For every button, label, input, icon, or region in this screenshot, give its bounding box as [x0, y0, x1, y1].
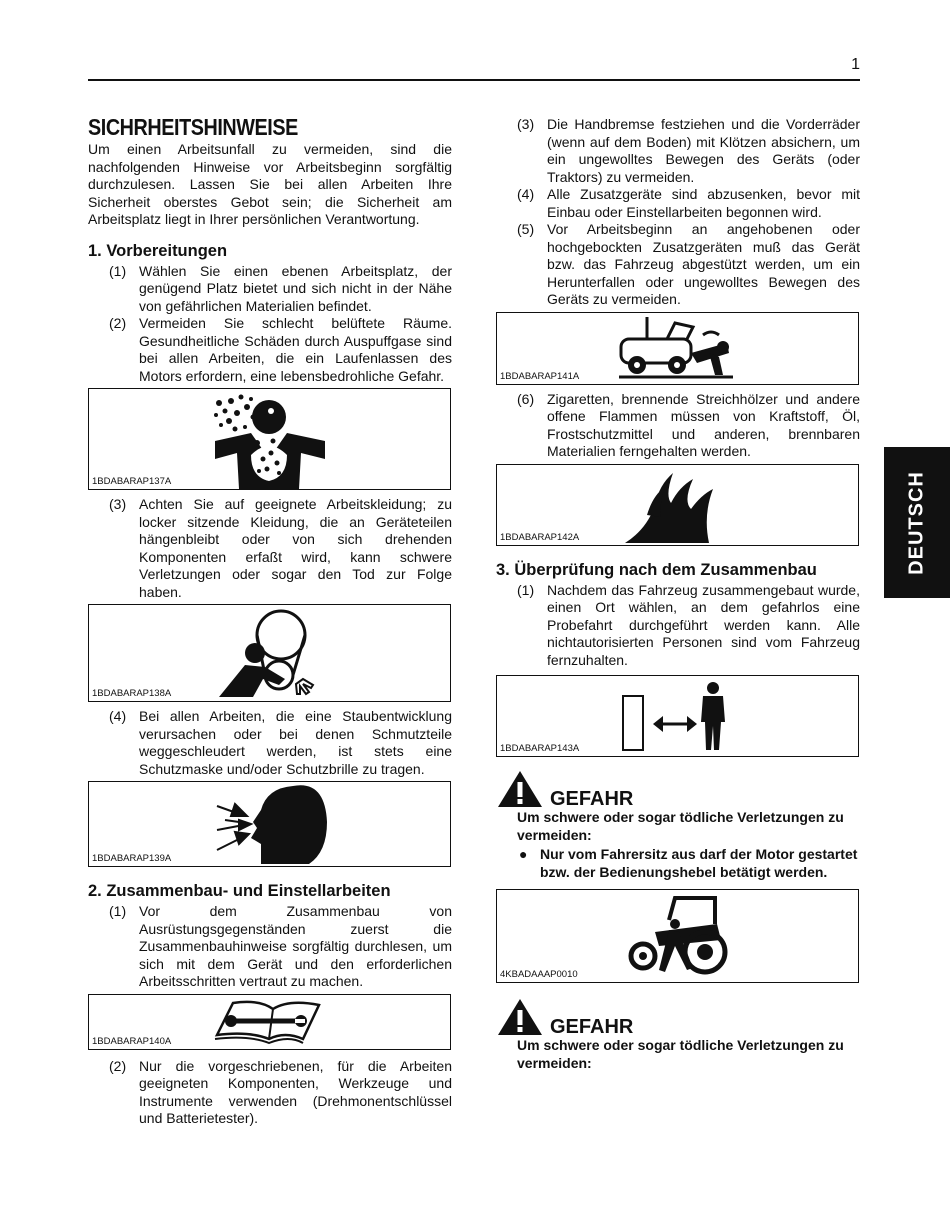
section-2-heading: 2. Zusammenbau- und Einstellarbeiten: [88, 882, 391, 900]
figure-tractor-start: [496, 889, 859, 983]
item-text: Nur die vorgeschriebenen, für die Arbeiten geeigneten Komponenten, Werkzeuge und Instrumente verwenden (Drehmonentschlüssel und Batterietester).: [139, 1057, 452, 1126]
list-item: [109, 263, 452, 316]
header-rule: [88, 79, 860, 81]
list-item: [517, 391, 860, 461]
list-item: [517, 582, 860, 670]
page-number: 1: [851, 56, 860, 73]
figure-fire: [496, 464, 859, 546]
left-column: [88, 113, 452, 1128]
list-item: [109, 708, 452, 778]
item-number: (1): [109, 262, 127, 279]
list-item: [517, 116, 860, 186]
figure-support-vehicle: [496, 312, 859, 385]
danger-header: [496, 769, 860, 809]
item-text: Nachdem das Fahrzeug zusammengebaut wurde, einen Ort wählen, an dem gefahrlos eine Probefahrt durchgeführt werden kann. Alle nichtautorisierten Personen sind vom Fahrzeug fernzuhalten.: [547, 581, 860, 668]
figure-code: 4KBADAAAP0010: [500, 969, 578, 980]
list-item: [517, 221, 860, 309]
figure-manual: [88, 994, 451, 1050]
warning-triangle-icon: [496, 769, 544, 809]
list-item: [109, 496, 452, 601]
figure-clothing-hazard: [88, 604, 451, 702]
figure-code: 1BDABARAP143A: [500, 743, 580, 754]
list-item: [517, 186, 860, 221]
item-number: (2): [109, 1057, 127, 1074]
figure-exhaust-hazard: [88, 388, 451, 490]
item-text: Bei allen Arbeiten, die eine Staubentwicklung verursachen oder bei denen Schmutzteile weggeschleudert werden, ist stets eine Schutzmaske und/oder Schutzbrille zu tragen.: [139, 708, 452, 777]
danger-word: GEFAHR: [550, 788, 634, 810]
language-tab: [884, 447, 950, 598]
item-number: (3): [517, 116, 535, 132]
item-number: (3): [109, 496, 127, 512]
warning-triangle-icon: [496, 997, 544, 1037]
figure-code: 1BDABARAP140A: [92, 1035, 172, 1047]
item-text: Die Handbremse festziehen und die Vorderräder (wenn auf dem Boden) mit Klötzen absichern, um ein ungewolltes Bewegen des Geräts (oder Traktors) zu vermeiden.: [547, 116, 860, 185]
section-3-heading: 3. Überprüfung nach dem Zusammenbau: [496, 560, 817, 579]
figure-code: 1BDABARAP138A: [92, 688, 172, 699]
list-item: [109, 315, 452, 385]
item-number: (4): [109, 708, 127, 724]
danger-text: Um schwere oder sogar tödliche Verletzungen zu vermeiden:: [517, 1037, 844, 1071]
bullet-icon: ●: [519, 846, 528, 862]
figure-eye-protection: [88, 781, 451, 867]
danger-text: Um schwere oder sogar tödliche Verletzungen zu vermeiden:: [517, 809, 844, 843]
item-text: Vor Arbeitsbeginn an angehobenen oder hochgebockten Zusatzgeräten muß das Gerät bzw. das Fahrzeug abgestützt werden, um ein Herunterfallen oder ungewolltes Bewegen des Geräts zu vermeiden.: [547, 221, 860, 307]
item-text: Zigaretten, brennende Streichhölzer und andere offene Flammen müssen von Kraftstoff, Öl, Frostschutzmittel und anderen, brennbaren Materialien ferngehalten werden.: [547, 390, 860, 459]
list-item: [109, 903, 452, 991]
figure-code: 1BDABARAP139A: [92, 853, 172, 864]
item-number: (5): [517, 221, 535, 237]
item-number: (2): [109, 315, 127, 331]
item-text: Vor dem Zusammenbau von Ausrüstungsgegenständen zuerst die Zusammenbauhinweise sorgfältig durchlesen, um sich mit dem Gerät und den erforderlichen Arbeitsschritten vertraut zu machen.: [139, 903, 452, 989]
section-1-heading: 1. Vorbereitungen: [88, 241, 228, 260]
item-number: (1): [109, 903, 127, 919]
figure-code: 1BDABARAP137A: [92, 476, 172, 487]
danger-bullet: [519, 846, 860, 881]
language-tab-label: DEUTSCH: [905, 470, 928, 575]
page-title: SICHRHEITSHINWEISE: [88, 114, 298, 140]
item-text: Vermeiden Sie schlecht belüftete Räume. Gesundheitliche Schäden durch Auspuffgase sind bei allen Arbeiten, die ein Laufenlassen des Motors erfordern, eine lebensbedrohliche Gefahr.: [139, 315, 452, 384]
item-number: (1): [517, 581, 535, 598]
figure-test-area: [496, 675, 859, 757]
danger-word: GEFAHR: [550, 1016, 634, 1038]
item-text: Achten Sie auf geeignete Arbeitskleidung; zu locker sitzende Kleidung, die an Geräteteilen hängenbleibt oder von sich drehenden Komponenten erfaßt wird, kann schwere Verletzungen oder sogar den Tod zur Folge haben.: [139, 496, 452, 600]
item-text: Alle Zusatzgeräte sind abzusenken, bevor mit Einbau oder Einstellarbeiten begonnen wird.: [547, 186, 860, 220]
figure-code: 1BDABARAP141A: [500, 370, 580, 382]
list-item: [109, 1058, 452, 1128]
figure-code: 1BDABARAP142A: [500, 531, 580, 543]
danger-header: [496, 997, 860, 1037]
right-column: [496, 116, 860, 1072]
bullet-text: Nur vom Fahrersitz aus darf der Motor gestartet bzw. der Bedienungshebel betätigt werden.: [540, 846, 858, 880]
item-number: (4): [517, 186, 535, 202]
item-number: (6): [517, 390, 535, 407]
intro-paragraph: Um einen Arbeitsunfall zu vermeiden, sind die nachfolgenden Hinweise vor Arbeitsbeginn sorgfältig durchzulesen. Lassen Sie bei allen Arbeiten Ihre Sicherheit oberstes Gebot sein; die Sicherheit am Arbeitsplatz liegt in Ihrer persönlichen Verantwortung.: [88, 141, 452, 227]
item-text: Wählen Sie einen ebenen Arbeitsplatz, der genügend Platz bietet und sich nicht in der Nähe von gefährlichen Materialien befindet.: [139, 262, 452, 314]
